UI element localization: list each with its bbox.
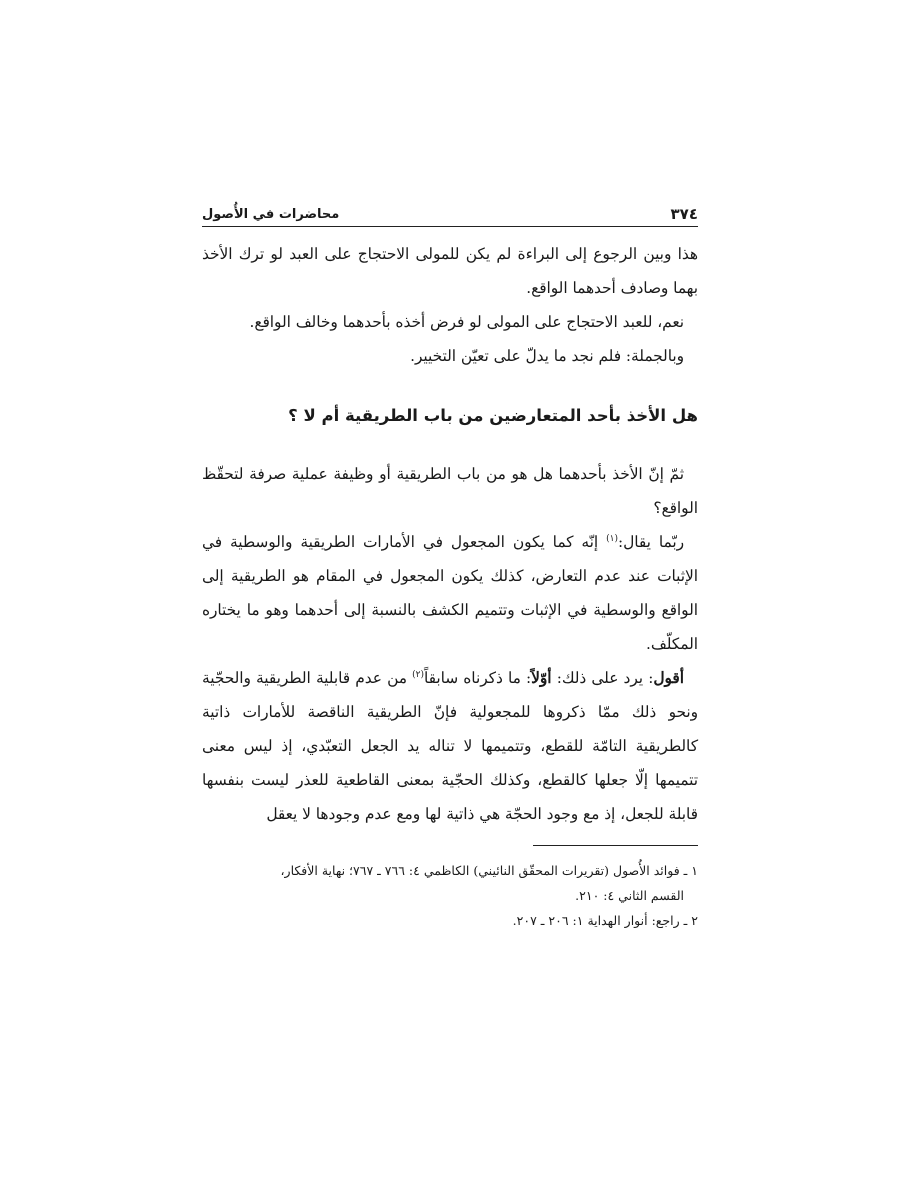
paragraph-6-awwalan: أوّلاً — [531, 669, 552, 687]
footnote-2: ٢ ـ راجع: أنوار الهداية ١: ٢٠٦ ـ ٢٠٧. — [512, 913, 698, 928]
paragraph-6-text1: : يرد على ذلك: — [551, 669, 654, 687]
body-text — [202, 237, 698, 831]
page-number: ٣٧٤ — [670, 205, 698, 223]
paragraph-5-lead: ربّما يقال: — [617, 533, 685, 551]
section-heading: هل الأخذ بأحد المتعارضين من باب الطريقية أم لا ؟ — [288, 406, 698, 425]
paragraph-6 — [202, 661, 698, 831]
paragraph-6-aqul: أقول — [653, 669, 684, 687]
paragraph-4: ثمّ إنّ الأخذ بأحدهما هل هو من باب الطريقية أو وظيفة عملية صرفة لتحقّظ الواقع؟ — [202, 465, 698, 517]
footnote-1: ١ ـ فوائد الأُصول (تقريرات المحقّق النائيني) الكاظمي ٤: ٧٦٦ ـ ٧٦٧؛ نهاية الأفكار، — [280, 863, 698, 878]
paragraph-6-text3: من عدم قابلية الطريقية والحجّية ونحو ذلك ممّا ذكروها للمجعولية فإنّ الطريقية الناقصة للأمارات ذاتية كالطريقية التامّة للقطع، وتتميمها لا تناله يد الجعل التعبّدي، إذ ليس معنى تتميمها إلّا جعلها كالقطع، وكذلك الحجّية بمعنى القاطعية للعذر ليست بنفسها قابلة للجعل، إذ مع وجود الحجّة هي ذاتية لها ومع عدم وجودها لا يعقل — [202, 669, 698, 823]
paragraph-5-text: إنّه كما يكون المجعول في الأمارات الطريقية والوسطية في الإثبات عند عدم التعارض، كذلك يكون المجعول في المقام هو الطريقية إلى الواقع والوسطية في الإثبات وتتميم الكشف بالنسبة إلى أحدهما وهو ما يختاره المكلّف. — [202, 533, 698, 653]
paragraph-6-text2: : ما ذكرناه سابقاً — [423, 669, 532, 687]
book-title: محاضرات في الأُصول — [202, 207, 340, 222]
footnotes — [202, 858, 698, 933]
footnote-ref-1: (١) — [606, 533, 618, 544]
paragraph-1: هذا وبين الرجوع إلى البراءة لم يكن للمولى الاحتجاج على العبد لو ترك الأخذ بهما وصادف أحدهما الواقع. — [202, 245, 698, 297]
footnote-divider — [533, 845, 698, 846]
book-page — [202, 200, 698, 933]
footnote-ref-2: (٢) — [412, 669, 424, 680]
running-header — [202, 200, 698, 227]
paragraph-5 — [202, 525, 698, 661]
footnote-1-continued: القسم الثاني ٤: ٢١٠. — [575, 888, 684, 903]
paragraph-2: نعم، للعبد الاحتجاج على المولى لو فرض أخذه بأحدهما وخالف الواقع. — [249, 313, 684, 331]
paragraph-3: وبالجملة: فلم نجد ما يدلّ على تعيّن التخيير. — [410, 347, 684, 365]
